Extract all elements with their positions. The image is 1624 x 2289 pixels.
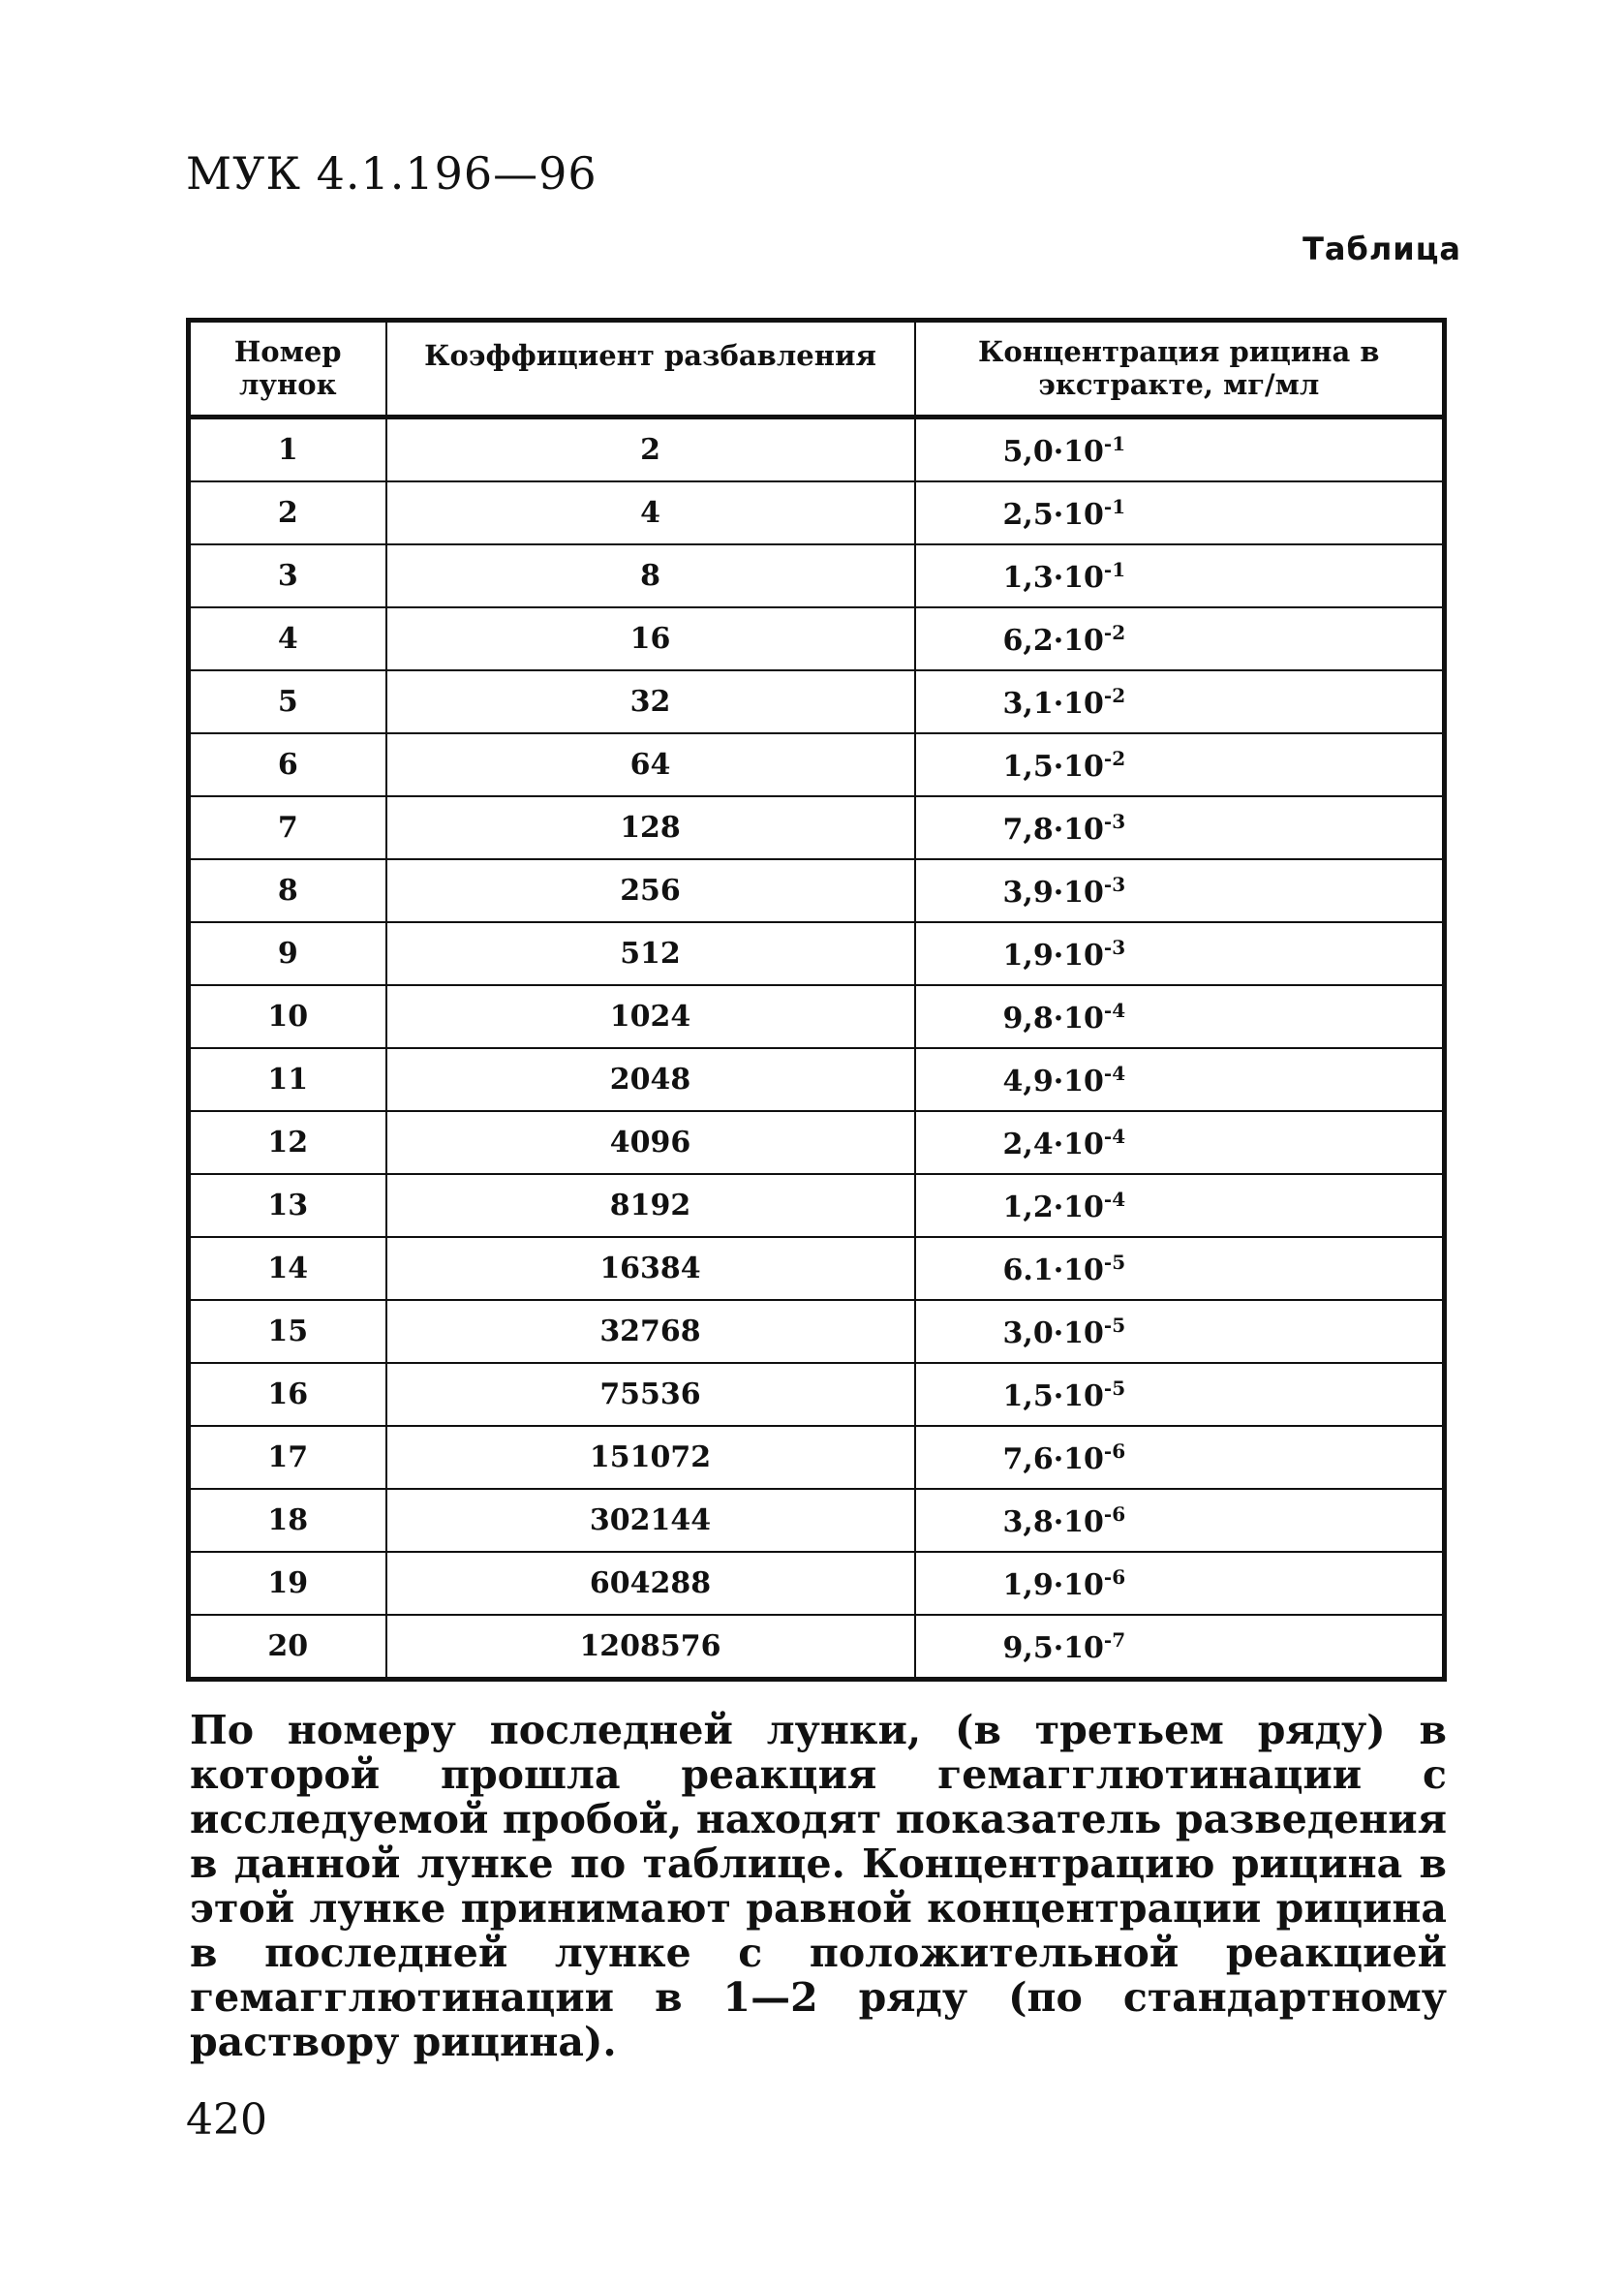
- dilution-factor-cell: 4: [386, 481, 915, 544]
- concentration-mantissa: 1,3·10: [1002, 560, 1104, 595]
- concentration-value: [916, 1251, 1126, 1287]
- concentration-value: [916, 873, 1126, 910]
- concentration-value: [916, 1376, 1126, 1413]
- concentration-value: [916, 936, 1126, 973]
- well-number-cell: 20: [189, 1615, 386, 1680]
- concentration-exponent: -2: [1103, 683, 1126, 707]
- dilution-factor-cell: 8: [386, 544, 915, 607]
- concentration-cell: [915, 1552, 1445, 1615]
- concentration-value: [916, 747, 1126, 784]
- concentration-exponent: -4: [1103, 1061, 1126, 1085]
- concentration-mantissa: 3,1·10: [1002, 686, 1104, 721]
- concentration-cell: [915, 796, 1445, 859]
- well-number-cell: 14: [189, 1237, 386, 1300]
- concentration-mantissa: 6.1·10: [1002, 1253, 1104, 1287]
- concentration-exponent: -4: [1103, 1187, 1126, 1211]
- dilution-factor-cell: 1024: [386, 985, 915, 1048]
- table-row: [189, 922, 1445, 985]
- dilution-factor-cell: 604288: [386, 1552, 915, 1615]
- table-row: [189, 544, 1445, 607]
- column-header-concentration: Концентрация рицина в экстракте, мг/мл: [915, 321, 1445, 418]
- table-row: [189, 1426, 1445, 1489]
- concentration-exponent: -1: [1103, 494, 1126, 518]
- dilution-factor-cell: 302144: [386, 1489, 915, 1552]
- table-row: [189, 859, 1445, 922]
- table-row: [189, 1174, 1445, 1237]
- concentration-mantissa: 3,0·10: [1002, 1315, 1104, 1350]
- concentration-cell: [915, 985, 1445, 1048]
- concentration-exponent: -6: [1103, 1438, 1126, 1463]
- dilution-factor-cell: 4096: [386, 1111, 915, 1174]
- table-row: [189, 670, 1445, 733]
- concentration-mantissa: 5,0·10: [1002, 434, 1104, 469]
- concentration-exponent: -5: [1103, 1313, 1126, 1337]
- dilution-factor-cell: 2048: [386, 1048, 915, 1111]
- concentration-value: [916, 558, 1126, 595]
- dilution-factor-cell: 256: [386, 859, 915, 922]
- well-number-cell: 8: [189, 859, 386, 922]
- concentration-value: [916, 1314, 1126, 1350]
- concentration-mantissa: 1,5·10: [1002, 749, 1104, 784]
- dilution-table: [186, 318, 1447, 1682]
- dilution-factor-cell: 512: [386, 922, 915, 985]
- concentration-mantissa: 7,8·10: [1002, 812, 1104, 847]
- concentration-exponent: -2: [1103, 746, 1126, 770]
- concentration-value: [916, 1628, 1126, 1665]
- concentration-cell: [915, 1300, 1445, 1363]
- concentration-value: [916, 432, 1126, 469]
- concentration-mantissa: 2,4·10: [1002, 1127, 1104, 1161]
- concentration-mantissa: 7,6·10: [1002, 1441, 1104, 1476]
- concentration-exponent: -4: [1103, 1124, 1126, 1148]
- well-number-cell: 18: [189, 1489, 386, 1552]
- concentration-mantissa: 2,5·10: [1002, 497, 1104, 532]
- concentration-value: [916, 495, 1126, 532]
- concentration-exponent: -5: [1103, 1250, 1126, 1274]
- well-number-cell: 10: [189, 985, 386, 1048]
- concentration-exponent: -3: [1103, 872, 1126, 896]
- table-row: [189, 1489, 1445, 1552]
- concentration-value: [916, 1565, 1126, 1602]
- well-number-cell: 1: [189, 418, 386, 482]
- concentration-cell: [915, 1615, 1445, 1680]
- table-row: [189, 1048, 1445, 1111]
- dilution-factor-cell: 151072: [386, 1426, 915, 1489]
- concentration-exponent: -3: [1103, 809, 1126, 833]
- concentration-exponent: -1: [1103, 431, 1126, 455]
- concentration-cell: [915, 670, 1445, 733]
- dilution-factor-cell: 8192: [386, 1174, 915, 1237]
- concentration-cell: [915, 922, 1445, 985]
- dilution-factor-cell: 75536: [386, 1363, 915, 1426]
- well-number-cell: 4: [189, 607, 386, 670]
- concentration-cell: [915, 1426, 1445, 1489]
- concentration-value: [916, 1062, 1126, 1098]
- concentration-value: [916, 684, 1126, 721]
- concentration-mantissa: 6,2·10: [1002, 623, 1104, 658]
- table-row: [189, 733, 1445, 796]
- concentration-cell: [915, 607, 1445, 670]
- dilution-factor-cell: 2: [386, 418, 915, 482]
- well-number-cell: 7: [189, 796, 386, 859]
- well-number-cell: 13: [189, 1174, 386, 1237]
- well-number-cell: 11: [189, 1048, 386, 1111]
- table-row: [189, 985, 1445, 1048]
- well-number-cell: 19: [189, 1552, 386, 1615]
- table-header-row: [189, 321, 1445, 418]
- concentration-cell: [915, 481, 1445, 544]
- concentration-value: [916, 1502, 1126, 1539]
- body-paragraph: По номеру последней лунки, (в третьем ряду) в которой прошла реакция гемагглютинации с исследуемой пробой, находят показатель разведения в данной лунке по таблице. Концентрацию рицина в этой лунке принимают равной концентрации рицина в последней лунке с положительной реакцией гемагглютинации в 1—2 ряду (по стандартному раствору рицина).: [190, 1707, 1447, 2065]
- concentration-cell: [915, 1111, 1445, 1174]
- table-row: [189, 1111, 1445, 1174]
- table-row: [189, 1363, 1445, 1426]
- table-row: [189, 418, 1445, 482]
- concentration-cell: [915, 1174, 1445, 1237]
- dilution-factor-cell: 32768: [386, 1300, 915, 1363]
- document-code: МУК 4.1.196—96: [186, 147, 598, 200]
- concentration-exponent: -1: [1103, 557, 1126, 581]
- column-header-dilution-factor: Коэффициент разбавления: [386, 321, 915, 418]
- concentration-mantissa: 3,9·10: [1002, 875, 1104, 910]
- concentration-exponent: -3: [1103, 935, 1126, 959]
- concentration-cell: [915, 733, 1445, 796]
- well-number-cell: 16: [189, 1363, 386, 1426]
- concentration-cell: [915, 544, 1445, 607]
- dilution-factor-cell: 16: [386, 607, 915, 670]
- concentration-mantissa: 1,9·10: [1002, 938, 1104, 973]
- concentration-exponent: -6: [1103, 1501, 1126, 1526]
- table-row: [189, 796, 1445, 859]
- concentration-mantissa: 3,8·10: [1002, 1504, 1104, 1539]
- concentration-value: [916, 1125, 1126, 1161]
- table-row: [189, 1237, 1445, 1300]
- table-row: [189, 1552, 1445, 1615]
- concentration-exponent: -5: [1103, 1376, 1126, 1400]
- concentration-value: [916, 1439, 1126, 1476]
- concentration-value: [916, 999, 1126, 1036]
- concentration-mantissa: 1,5·10: [1002, 1378, 1104, 1413]
- concentration-cell: [915, 1363, 1445, 1426]
- well-number-cell: 6: [189, 733, 386, 796]
- concentration-cell: [915, 1489, 1445, 1552]
- concentration-cell: [915, 1048, 1445, 1111]
- well-number-cell: 12: [189, 1111, 386, 1174]
- well-number-cell: 2: [189, 481, 386, 544]
- table-label: Таблица: [1302, 231, 1461, 267]
- page-number: 420: [186, 2095, 267, 2145]
- concentration-mantissa: 4,9·10: [1002, 1064, 1104, 1098]
- concentration-exponent: -7: [1103, 1627, 1126, 1652]
- well-number-cell: 15: [189, 1300, 386, 1363]
- concentration-exponent: -4: [1103, 998, 1126, 1022]
- concentration-mantissa: 1,9·10: [1002, 1567, 1104, 1602]
- concentration-cell: [915, 859, 1445, 922]
- dilution-factor-cell: 64: [386, 733, 915, 796]
- dilution-factor-cell: 16384: [386, 1237, 915, 1300]
- concentration-cell: [915, 1237, 1445, 1300]
- concentration-value: [916, 1188, 1126, 1224]
- concentration-exponent: -2: [1103, 620, 1126, 644]
- dilution-factor-cell: 1208576: [386, 1615, 915, 1680]
- column-header-well-number: Номер лунок: [189, 321, 386, 418]
- table-row: [189, 1615, 1445, 1680]
- well-number-cell: 3: [189, 544, 386, 607]
- concentration-value: [916, 621, 1126, 658]
- concentration-mantissa: 1,2·10: [1002, 1190, 1104, 1224]
- dilution-factor-cell: 128: [386, 796, 915, 859]
- concentration-mantissa: 9,5·10: [1002, 1630, 1104, 1665]
- concentration-exponent: -6: [1103, 1564, 1126, 1589]
- concentration-mantissa: 9,8·10: [1002, 1001, 1104, 1036]
- dilution-factor-cell: 32: [386, 670, 915, 733]
- concentration-value: [916, 810, 1126, 847]
- table-row: [189, 1300, 1445, 1363]
- concentration-cell: [915, 418, 1445, 482]
- well-number-cell: 5: [189, 670, 386, 733]
- well-number-cell: 9: [189, 922, 386, 985]
- table-row: [189, 481, 1445, 544]
- table-row: [189, 607, 1445, 670]
- well-number-cell: 17: [189, 1426, 386, 1489]
